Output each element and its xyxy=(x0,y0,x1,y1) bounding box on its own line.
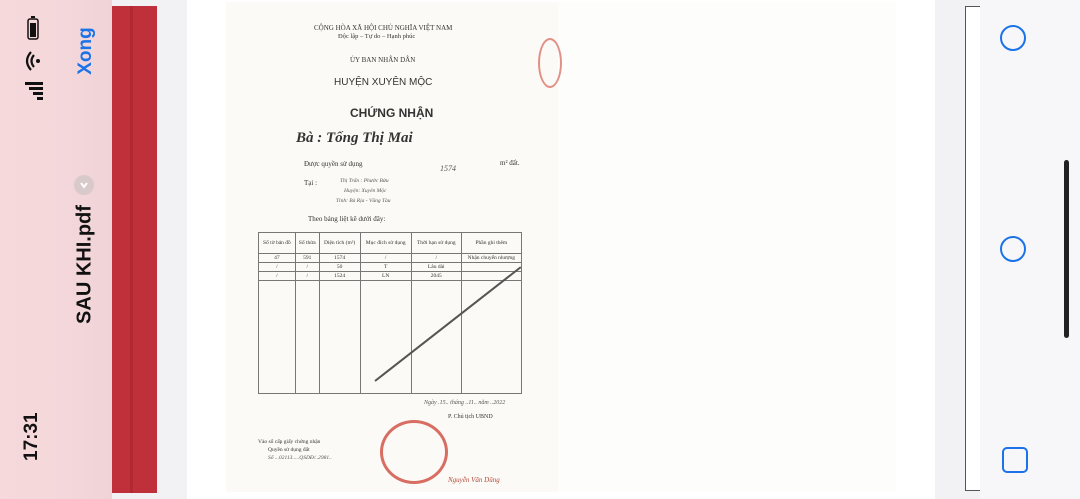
table-header: Phần ghi thêm xyxy=(461,233,521,254)
table-header: Thời hạn sử dụng xyxy=(411,233,461,254)
table-header: Mục đích sử dụng xyxy=(360,233,411,254)
status-nav-bar xyxy=(0,0,112,499)
table-cell: 47 xyxy=(259,254,296,263)
area-value: 1574 xyxy=(440,164,456,173)
district-label: HUYỆN XUYÊN MỘC xyxy=(334,77,433,88)
done-button[interactable]: Xong xyxy=(75,27,96,75)
certificate-right-page xyxy=(558,2,896,492)
scrollbar[interactable] xyxy=(1064,160,1069,338)
table-cell: / xyxy=(411,254,461,263)
table-cell: Nhận chuyển nhượng xyxy=(461,254,521,263)
header-nation: CỘNG HÒA XÃ HỘI CHỦ NGHĨA VIỆT NAM xyxy=(314,24,453,32)
table-cell: / xyxy=(259,272,296,281)
table-cell: / xyxy=(360,254,411,263)
previous-page-thumbnail[interactable] xyxy=(112,6,157,493)
table-cell: / xyxy=(295,263,319,272)
certificate-title: CHỨNG NHẬN xyxy=(350,106,434,120)
status-time: 17:31 xyxy=(21,412,42,461)
table-header: Số tờ bản đồ xyxy=(259,233,296,254)
location-line-1: Thị Trấn : Phước Bửu xyxy=(340,178,389,184)
table-intro: Theo bảng liệt kê dưới đây: xyxy=(308,215,386,223)
signal-icon xyxy=(23,81,45,101)
table-cell: 1524 xyxy=(319,272,360,281)
signer-title: P. Chủ tịch UBND xyxy=(448,414,493,420)
table-cell: 591 xyxy=(295,254,319,263)
use-right-label: Được quyền sử dụng xyxy=(304,160,363,168)
table-cell: 2045 xyxy=(411,272,461,281)
table-cell: Lâu dài xyxy=(411,263,461,272)
rotate-page-icon[interactable] xyxy=(1002,447,1028,473)
text-tool-icon[interactable] xyxy=(1000,236,1026,262)
table-cell: / xyxy=(295,272,319,281)
date-line: Ngày .15.. tháng ..11.. năm ..2022 xyxy=(424,400,506,406)
official-stamp xyxy=(380,420,448,484)
file-name-title[interactable]: SAU KHI.pdf xyxy=(73,205,96,324)
table-row xyxy=(259,272,522,281)
table-cell xyxy=(461,263,521,272)
area-unit: m² đất. xyxy=(500,159,520,167)
seal-fragment xyxy=(538,38,562,88)
location-label: Tại : xyxy=(304,179,318,187)
table-cell: / xyxy=(259,263,296,272)
location-line-2: Huyện: Xuyên Mộc xyxy=(344,188,387,194)
book-line-2: Quyền sử dụng đất xyxy=(268,447,310,453)
table-cell: 50 xyxy=(319,263,360,272)
markup-pen-icon[interactable] xyxy=(1000,25,1026,51)
table-row xyxy=(259,263,522,272)
table-header: Số thửa xyxy=(295,233,319,254)
table-cell: 1574 xyxy=(319,254,360,263)
location-line-3: Tỉnh: Bà Rịa - Vũng Tàu xyxy=(336,198,391,204)
book-line-3: Số ...02113.....QSDĐ/..2981.. xyxy=(268,455,332,461)
signature: Nguyễn Văn Dũng xyxy=(448,476,500,484)
header-motto: Độc lập – Tự do – Hạnh phúc xyxy=(338,33,416,40)
table-cell: LN xyxy=(360,272,411,281)
committee-label: ỦY BAN NHÂN DÂN xyxy=(350,56,416,64)
table-header: Diện tích (m²) xyxy=(319,233,360,254)
wifi-icon xyxy=(24,50,42,72)
holder-name: Bà : Tống Thị Mai xyxy=(296,130,413,146)
table-cell: T xyxy=(360,263,411,272)
table-row xyxy=(259,254,522,263)
book-line-1: Vào sổ cấp giấy chứng nhận xyxy=(258,439,321,445)
battery-icon xyxy=(26,14,40,40)
